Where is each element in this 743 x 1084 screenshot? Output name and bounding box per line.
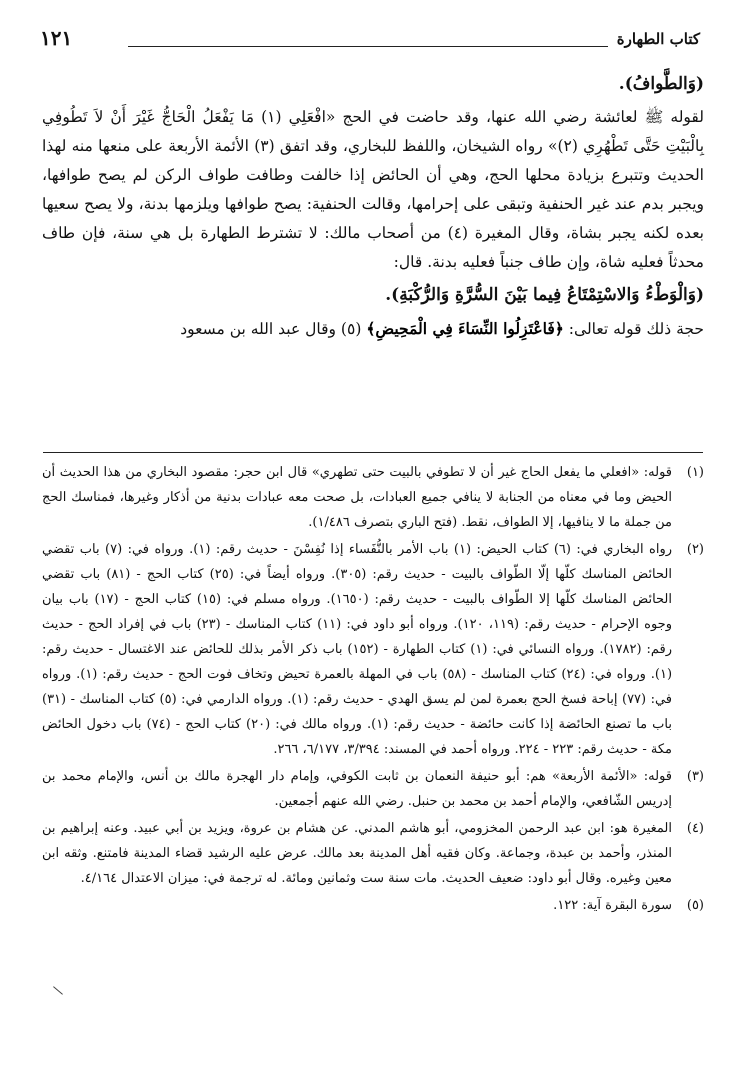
header-rule (128, 46, 608, 47)
section-heading-intercourse: (وَالْوَطْءُ وَالاسْتِمْتَاعُ فِيما بَيْنَ السُّرَّةِ وَالرُّكْبَةِ). (385, 285, 704, 305)
footnote-number: (٢) (686, 542, 704, 557)
page-number: ١٢١ (40, 26, 73, 50)
footnote (42, 893, 704, 918)
footnote-text: المغيرة هو: ابن عبد الرحمن المخزومي، أبو هاشم المدني. عن هشام بن عروة، ويزيد بن أبي عبيد. وعنه إبراهيم بن المنذر، وأحمد بن عبدة، وجماعة. وكان فقيه أهل المدينة بعد مالك. عرض عليه الرشيد قضاء المدينة فامتنع. وثقه ابن معين وغيره. وقال أبو داود: ضعيف الحديث. مات سنة ست وثمانين ومائة. له ترجمة في: ميزان الاعتدال ٤/١٦٤. (42, 821, 672, 886)
paragraph-evidence (42, 314, 704, 344)
footnote (42, 537, 704, 762)
quran-quote: ﴿فَاعْتَزِلُوا النِّسَاءَ فِي الْمَحِيضِ﴾ (366, 319, 564, 338)
footnote (42, 764, 704, 814)
footnote-number: (٤) (686, 821, 704, 836)
footnote-number: (٥) (686, 898, 704, 913)
evidence-continuation: (٥) وقال عبد الله بن مسعود (180, 320, 362, 338)
footnote-text: قوله: «الأئمة الأربعة» هم: أبو حنيفة النعمان بن ثابت الكوفي، وإمام دار الهجرة مالك بن أنس، والإمام محمد بن إدريس الشّافعي، والإمام أحمد بن محمد بن حنبل. رضي الله عنهم أجمعين. (42, 769, 672, 809)
footnote (42, 460, 704, 535)
footnote (42, 816, 704, 891)
main-text (42, 70, 704, 344)
running-header (40, 26, 700, 56)
chapter-title: كتاب الطهارة (616, 30, 700, 48)
footnote-separator (43, 452, 703, 453)
footnote-number: (١) (686, 465, 704, 480)
footnote-text: قوله: «افعلي ما يفعل الحاج غير أن لا تطوفي بالبيت حتى تطهري» قال ابن حجر: مقصود البخاري من هذا الحديث أن الحيض وما في معناه من الجنابة لا ينافي جميع العبادات، بل صحت معه عبادات بدنية من أذكار وغيرها، فمناسك الحج من جملة ما لا ينافيها، إلا الطواف، نقط. (فتح الباري بتصرف ١/٤٨٦). (42, 465, 672, 530)
stray-pen-mark (53, 986, 63, 994)
footnotes (42, 460, 704, 920)
paragraph-tawaf: لقوله ﷺ لعائشة رضي الله عنها، وقد حاضت في الحج «افْعَلِي (١) مَا يَفْعَلُ الْحَاجُّ غَيْرَ أَنْ لاَ تَطُوفِي بِالْبَيْتِ حَتَّى تَطْهُرِي (٢)» رواه الشيخان، واللفظ للبخاري، وقد اتفق (٣) الأئمة الأربعة على منعها منه لهذا الحديث وتتبرع بزيادة محلها الحج، وهي أن الحائض إذا خالفت وطافت طواف الركن لم يصح طوافها، ويجبر بدم عند غير الحنفية وتبقى على إحرامها، وقالت الحنفية: يصح طوافها ويلزمها بدنة، ولا يصح سعيها بعده لكنه يجبر بشاة، وقال المغيرة (٤) من أصحاب مالك: لا تشترط الطهارة بل هي سنة، فإن طاف محدثاً فعليه شاة، وإن طاف جنباً فعليه بدنة. قال: (42, 108, 705, 271)
footnote-number: (٣) (686, 769, 704, 784)
footnote-text: سورة البقرة آية: ١٢٢. (553, 898, 672, 913)
evidence-intro: حجة ذلك قوله تعالى: (568, 320, 704, 338)
section-heading-tawaf: (وَالطَّوافُ). (618, 74, 704, 94)
footnote-text: رواه البخاري في: (٦) كتاب الحيض: (١) باب الأمر بالنُّفَساء إذا نُفِسْنَ - حديث رقم: (١). ورواه في: (٧) باب تقضي الحائض المناسك كلّها إلّا الطّواف بالبيت - حديث رقم: (٣٠٥). ورواه أيضاً في: (٢٥) كتاب الحج - (٨١) باب تقضي الحائض المناسك كلّها إلا الطّواف بالبيت - حديث رقم: (١٦٥٠). ورواه مسلم في: (١٥) كتاب الحج - (١٧) باب بيان وجوه الإحرام - حديث رقم: (١١٩، ١٢٠). ورواه أبو داود في: (١١) كتاب المناسك - (٢٣) باب في إفراد الحج - حديث رقم: (١٧٨٢). ورواه النسائي في: (١) كتاب الطهارة - (١٥٢) باب ذكر الأمر بذلك للحائض عند الاغتسال - حديث رقم: (١). ورواه في: (٢٤) كتاب المناسك - (٥٨) باب في المهلة بالعمرة تحيض وتخاف فوت الحج - حديث رقم: (١). ورواه في: (٧٧) إباحة فسخ الحج بعمرة لمن لم يسق الهدي - حديث رقم: (١). ورواه الدارمي في: (٥) كتاب المناسك - (٣١) باب ما تصنع الحائضة إذا كانت حائضة - حديث رقم: (١). ورواه مالك في: (٢٠) كتاب الحج - (٧٤) باب دخول الحائض مكة - حديث رقم: ٢٢٣ - ٢٢٤. ورواه أحمد في المسند: ٣/٣٩٤، ٦/١٧٧، ٢٦٦. (42, 542, 673, 757)
